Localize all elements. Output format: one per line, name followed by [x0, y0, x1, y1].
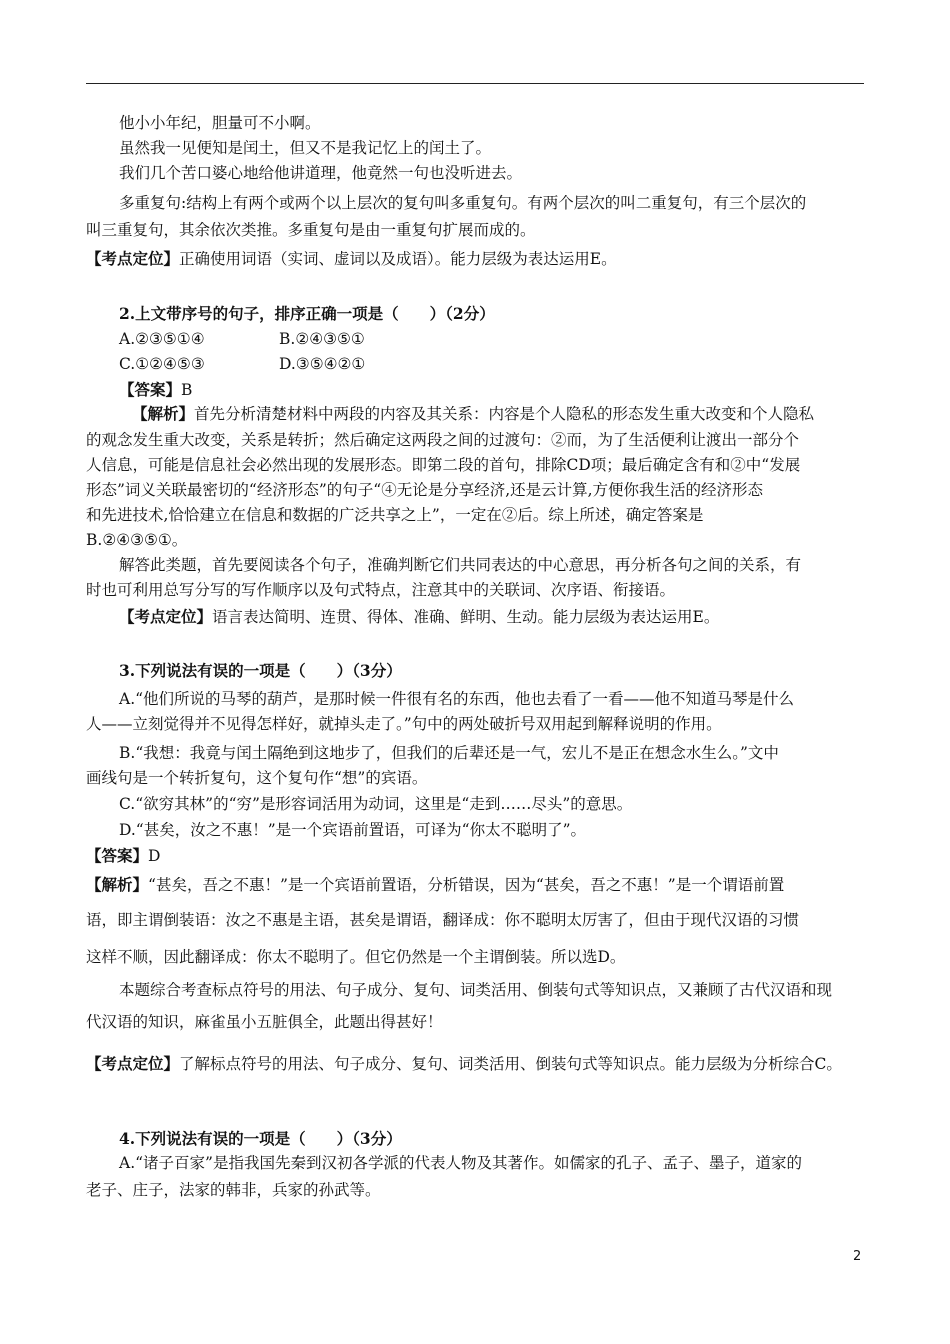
- text-line: [86, 430, 799, 450]
- section-tag: 【考点定位】: [86, 1054, 180, 1073]
- line-text: 人信息，可能是信息社会必然出现的发展形态。即第二段的首句，排除CD项；最后确定含有和②中“发展: [86, 456, 801, 474]
- text-line: [86, 249, 617, 269]
- line-text: 这样不顺，因此翻译成：你太不聪明了。但它仍然是一个主谓倒装。所以选D。: [86, 948, 626, 966]
- line-text: C.“欲穷其林”的“穷”是形容词活用为动词，这里是“走到……尽头”的意思。: [119, 795, 633, 813]
- line-text: 4.下列说法有误的一项是（ ）（3分）: [119, 1129, 402, 1148]
- line-text: 3.下列说法有误的一项是（ ）（3分）: [119, 661, 402, 680]
- text-line: [119, 1153, 802, 1173]
- question-heading: [119, 1129, 402, 1149]
- text-line: [119, 138, 491, 158]
- line-text: D: [148, 847, 161, 865]
- question-heading: [119, 304, 495, 324]
- line-text: 2.上文带序号的句子，排序正确一项是（ ）（2分）: [119, 304, 495, 323]
- text-line: [86, 947, 625, 967]
- question-heading: [119, 661, 402, 681]
- section-tag: 【考点定位】: [119, 607, 213, 626]
- option-text: C.①②④⑤③: [119, 355, 205, 373]
- text-line: [119, 555, 801, 575]
- line-text: B.②④③⑤①。: [86, 531, 188, 549]
- text-line: [119, 689, 794, 709]
- line-text: 我们几个苦口婆心地给他讲道理，他竟然一句也没听进去。: [119, 164, 523, 182]
- line-text: 时也可利用总写分写的写作顺序以及句式特点，注意其中的关联词、次序语、衔接语。: [86, 581, 676, 599]
- line-text: 本题综合考查标点符号的用法、句子成分、复句、词类活用、倒装句式等知识点，又兼顾了古代汉语和现: [119, 981, 833, 999]
- line-text: B: [181, 381, 193, 399]
- line-text: 首先分析清楚材料中两段的内容及其关系：内容是个人隐私的形态发生重大改变和个人隐私: [194, 405, 815, 423]
- line-text: “甚矣，吾之不惠！”是一个宾语前置语，分析错误，因为“甚矣，吾之不惠！”是一个谓语前置: [148, 876, 785, 894]
- line-text: 他小小年纪，胆量可不小啊。: [119, 114, 321, 132]
- section-tag: 【答案】: [119, 380, 182, 399]
- text-line: [86, 1054, 842, 1074]
- line-text: 人——立刻觉得并不见得怎样好，就掉头走了。”句中的两处破折号双用起到解释说明的作用。: [86, 715, 722, 733]
- text-line: [86, 714, 722, 734]
- text-line: [86, 580, 675, 600]
- text-line: [86, 1180, 381, 1200]
- text-line: [119, 794, 632, 814]
- text-line: [119, 607, 719, 627]
- text-line: [86, 530, 187, 550]
- line-text: 的观念发生重大改变，关系是转折；然后确定这两段之间的过渡句：②而，为了生活便利让渡出一部分个: [86, 431, 800, 449]
- text-line: [86, 220, 536, 240]
- line-text: A.“他们所说的马琴的葫芦，是那时候一件很有名的东西，他也去看了一看——他不知道马琴是什么: [119, 690, 795, 708]
- text-line: [119, 163, 522, 183]
- line-text: 叫三重复句，其余依次类推。多重复句是由一重复句扩展而成的。: [86, 221, 536, 239]
- line-text: 和先进技术,恰恰建立在信息和数据的广泛共享之上”，一定在②后。综上所述，确定答案是: [86, 506, 704, 524]
- section-tag: 【答案】: [86, 846, 149, 865]
- section-tag: 【解析】: [132, 404, 195, 423]
- line-text: 形态”词义关联最密切的“经济形态”的句子“④无论是分享经济,还是云计算,方便你我生活的经济形态: [86, 481, 764, 499]
- line-text: 解答此类题，首先要阅读各个句子，准确判断它们共同表达的中心意思，再分析各句之间的关系，有: [119, 556, 802, 574]
- header-rule: [86, 83, 864, 84]
- text-line: [119, 113, 321, 133]
- line-text: 老子、庄子，法家的韩非，兵家的孙武等。: [86, 1181, 381, 1199]
- text-line: [86, 455, 800, 475]
- text-line: [119, 193, 806, 213]
- option-text: B.②④③⑤①: [279, 330, 365, 348]
- line-text: 语言表达简明、连贯、得体、准确、鲜明、生动。能力层级为表达运用E。: [212, 608, 720, 626]
- text-line: [86, 875, 784, 895]
- section-tag: 【考点定位】: [86, 249, 180, 268]
- text-line: [119, 743, 779, 763]
- text-line: [119, 380, 192, 400]
- text-line: [132, 404, 814, 424]
- line-text: A.“诸子百家”是指我国先秦到汉初各学派的代表人物及其著作。如儒家的孔子、孟子、墨子，道家的: [119, 1154, 802, 1172]
- text-line: [86, 505, 703, 525]
- text-line: [86, 910, 799, 930]
- page-number: 2: [853, 1249, 862, 1264]
- line-text: 了解标点符号的用法、句子成分、复句、词类活用、倒装句式等知识点。能力层级为分析综合C。: [179, 1055, 842, 1073]
- line-text: 多重复句:结构上有两个或两个以上层次的复句叫多重复句。有两个层次的叫二重复句，有三个层次的: [119, 194, 807, 212]
- text-line: [119, 820, 586, 840]
- text-line: [86, 768, 427, 788]
- line-text: D.“甚矣，汝之不惠！”是一个宾语前置语，可译为“你太不聪明了”。: [119, 821, 587, 839]
- option-text: D.③⑤④②①: [279, 355, 366, 373]
- line-text: B.“我想：我竟与闰土隔绝到这地步了，但我们的后辈还是一气，宏儿不是正在想念水生么。”文中: [119, 744, 779, 762]
- text-line: [119, 980, 832, 1000]
- text-line: [86, 480, 763, 500]
- text-line: [86, 846, 160, 866]
- section-tag: 【解析】: [86, 875, 149, 894]
- text-line: [86, 1012, 443, 1032]
- line-text: 语，即主谓倒装语：汝之不惠是主语，甚矣是谓语，翻译成：你不聪明太厉害了，但由于现代汉语的习惯: [86, 911, 800, 929]
- line-text: 代汉语的知识，麻雀虽小五脏俱全，此题出得甚好！: [86, 1013, 443, 1031]
- line-text: 画线句是一个转折复句，这个复句作“想”的宾语。: [86, 769, 428, 787]
- line-text: 正确使用词语（实词、虚词以及成语）。能力层级为表达运用E。: [179, 250, 617, 268]
- option-text: A.②③⑤①④: [119, 330, 205, 348]
- line-text: 虽然我一见便知是闰土，但又不是我记忆上的闰土了。: [119, 139, 492, 157]
